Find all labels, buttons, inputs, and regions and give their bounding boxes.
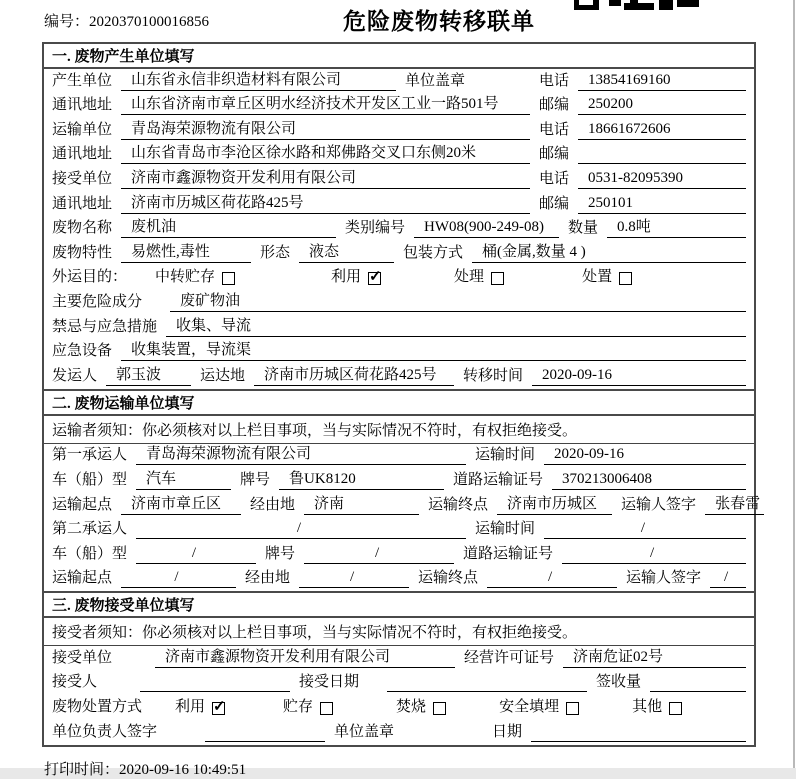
print-time [42,758,756,779]
qr-code-fragment [574,0,700,11]
field-label: 经由地 [245,570,291,587]
section-note: 运输者须知：你必须核对以上栏目事项，当与实际情况不符时，有权拒绝接受。 [44,416,754,444]
form-row [44,118,754,143]
field-label: 应急设备 [52,343,113,360]
section-header: 三. 废物接受单位填写 [44,593,754,618]
field-value: 废矿物油 [170,292,746,312]
field-value: 济南市历城区 [497,495,612,515]
field-value: 易燃性,毒性 [121,243,251,263]
form-section-3 [42,591,756,746]
document-number-label: 编号： [44,14,90,30]
field-label: 运输起点 [52,570,113,587]
form-row [44,646,754,671]
checkbox [566,702,579,715]
form-row [44,315,754,340]
field-value: 2020-09-16 [532,366,746,386]
field-value: 250101 [578,194,746,214]
field-value [140,673,290,692]
checkbox [222,272,235,285]
field-label: 道路运输证号 [453,471,544,488]
field-value: 济南危证02号 [563,648,746,668]
field-label: 运输单位 [52,121,113,138]
field-value: 0531-82095390 [578,169,746,189]
checkbox-label: 贮存 [283,699,314,716]
field-label: 电话 [538,72,569,89]
field-label: 邮编 [538,146,569,163]
form-sections [42,42,761,747]
field-label: 车（船）型 [52,545,128,562]
field-value: HW08(900-249-08) [414,218,559,238]
checkbox-group [632,698,682,717]
form-row [44,340,754,365]
form-row [44,241,754,266]
field-label: 签收量 [596,674,642,691]
field-label: 经营许可证号 [464,649,555,666]
checkbox-label: 安全填埋 [499,699,560,716]
field-label: 道路运输证号 [463,545,554,562]
field-label: 发运人 [52,367,98,384]
checkbox-group [582,268,632,287]
field-value: 桶(金属,数量 4 ) [472,243,746,263]
field-value [531,723,746,742]
field-label: 邮编 [538,195,569,212]
field-label: 通讯地址 [52,146,113,163]
form-row [44,468,754,493]
field-label: 通讯地址 [52,97,113,114]
section-header: 二. 废物运输单位填写 [44,391,754,416]
field-value: 山东省青岛市李沧区徐水路和郑佛路交叉口东侧20米 [121,144,530,164]
field-label: 外运目的： [52,269,128,286]
print-time-label: 打印时间： [44,761,120,778]
field-label: 运输终点 [418,570,479,587]
checkbox-label: 处置 [582,269,613,286]
field-value: 鲁UK8120 [279,470,444,490]
field-value: / [544,519,746,539]
field-label: 第一承运人 [52,447,128,464]
field-label: 运输人签字 [626,570,702,587]
field-label: 形态 [260,244,291,261]
form-row [44,69,754,94]
form-row [44,493,761,518]
field-label: 电话 [538,170,569,187]
page-right-divider [793,0,795,768]
field-label: 经由地 [250,496,296,513]
checkbox [320,702,333,715]
checkbox-group [283,698,333,717]
field-label: 单位盖章 [405,72,466,89]
form-row [44,217,754,242]
field-label: 第二承运人 [52,521,128,538]
checkbox [491,272,504,285]
form-row [44,192,754,217]
field-value: 山东省永信非织造材料有限公司 [121,71,396,91]
field-value: 收集装置，导流渠 [121,341,746,361]
field-value: 济南 [304,495,419,515]
form-row [44,671,754,696]
field-value: / [299,568,409,588]
document-number-value: 2020370100016856 [89,14,210,30]
field-label: 数量 [568,220,599,237]
field-value: 13854169160 [578,71,746,91]
field-value: 收集、导流 [166,317,746,337]
checkbox-group [454,268,504,287]
field-value: 370213006408 [552,470,746,490]
form-section-2 [42,389,761,594]
form-row [44,567,754,592]
checkbox [669,702,682,715]
field-label: 运达地 [200,367,246,384]
field-value: 汽车 [136,470,231,490]
field-label: 接受人 [52,674,98,691]
checkbox [619,272,632,285]
field-label: 禁忌与应急措施 [52,318,158,335]
field-value: / [487,568,617,588]
checkbox-group [499,698,579,717]
document-title: 危险废物转移联单 [343,9,535,34]
field-label: 类别编号 [345,220,406,237]
field-label: 牌号 [240,471,271,488]
field-label: 车（船）型 [52,471,128,488]
checkbox-group [175,698,225,717]
checkbox-group [155,268,235,287]
field-label: 废物处置方式 [52,699,143,716]
form-row [44,542,754,567]
field-value [578,145,746,164]
field-value: 青岛海荣源物流有限公司 [121,120,530,140]
field-value: 郭玉波 [106,366,191,386]
form-section-1 [42,42,756,391]
checkbox-checked [212,702,225,715]
form-row [44,143,754,168]
field-value: 山东省济南市章丘区明水经济技术开发区工业一路501号 [121,95,530,115]
checkbox-label: 中转贮存 [155,269,216,286]
checkbox-label: 焚烧 [396,699,427,716]
field-label: 邮编 [538,97,569,114]
form-row [44,695,754,720]
field-value: / [562,544,746,564]
field-value: / [136,544,256,564]
checkbox-label: 其他 [632,699,663,716]
form-row [44,444,754,469]
field-label: 包装方式 [403,244,464,261]
checkbox [433,702,446,715]
form-row [44,94,754,119]
field-value: 0.8吨 [607,218,746,238]
field-label: 单位盖章 [334,723,395,740]
field-value: 250200 [578,95,746,115]
field-label: 运输时间 [475,447,536,464]
field-value: 废机油 [121,218,336,238]
field-label: 运输起点 [52,496,113,513]
field-label: 主要危险成分 [52,293,143,310]
section-note: 接受者须知：你必须核对以上栏目事项，当与实际情况不符时，有权拒绝接受。 [44,618,754,646]
field-value [650,673,746,692]
checkbox-label: 利用 [175,699,206,716]
field-label: 运输人签字 [621,496,697,513]
field-value: / [710,568,746,588]
checkbox-label: 利用 [331,269,362,286]
field-label: 运输终点 [428,496,489,513]
field-value: / [121,568,236,588]
field-label: 转移时间 [463,367,524,384]
field-value: 张春雷 [705,495,764,515]
form-row [44,167,754,192]
form-row [44,518,754,543]
field-value: 液态 [299,243,394,263]
form-row [44,364,754,389]
document-header [42,0,756,42]
field-value: 济南市历城区荷花路425号 [121,194,530,214]
field-value: 2020-09-16 [544,445,746,465]
field-value: 18661672606 [578,120,746,140]
field-label: 日期 [492,723,523,740]
manifest-document [42,0,761,779]
section-header: 一. 废物产生单位填写 [44,44,754,69]
field-value [387,673,587,692]
field-label: 通讯地址 [52,195,113,212]
field-value: 济南市章丘区 [121,495,241,515]
field-label: 废物特性 [52,244,113,261]
form-row [44,290,754,315]
field-label: 单位负责人签字 [52,723,158,740]
field-label: 废物名称 [52,220,113,237]
field-label: 接受单位 [52,649,113,666]
field-value: 青岛海荣源物流有限公司 [136,445,466,465]
checkbox-group [331,268,381,287]
field-value: 济南市鑫源物资开发利用有限公司 [155,648,455,668]
field-label: 接受日期 [299,674,360,691]
field-value: 济南市历城区荷花路425号 [254,366,454,386]
checkbox-label: 处理 [454,269,485,286]
field-value: / [304,544,454,564]
field-label: 运输时间 [475,521,536,538]
field-label: 接受单位 [52,170,113,187]
field-value [205,723,325,742]
form-row [44,720,754,745]
field-label: 牌号 [265,545,296,562]
form-row [44,266,754,291]
field-value: 济南市鑫源物资开发利用有限公司 [121,169,530,189]
print-time-value: 2020-09-16 10:49:51 [119,761,247,778]
checkbox-checked [368,272,381,285]
checkbox-group [396,698,446,717]
field-value: / [136,519,466,539]
field-label: 产生单位 [52,72,113,89]
field-label: 电话 [538,121,569,138]
